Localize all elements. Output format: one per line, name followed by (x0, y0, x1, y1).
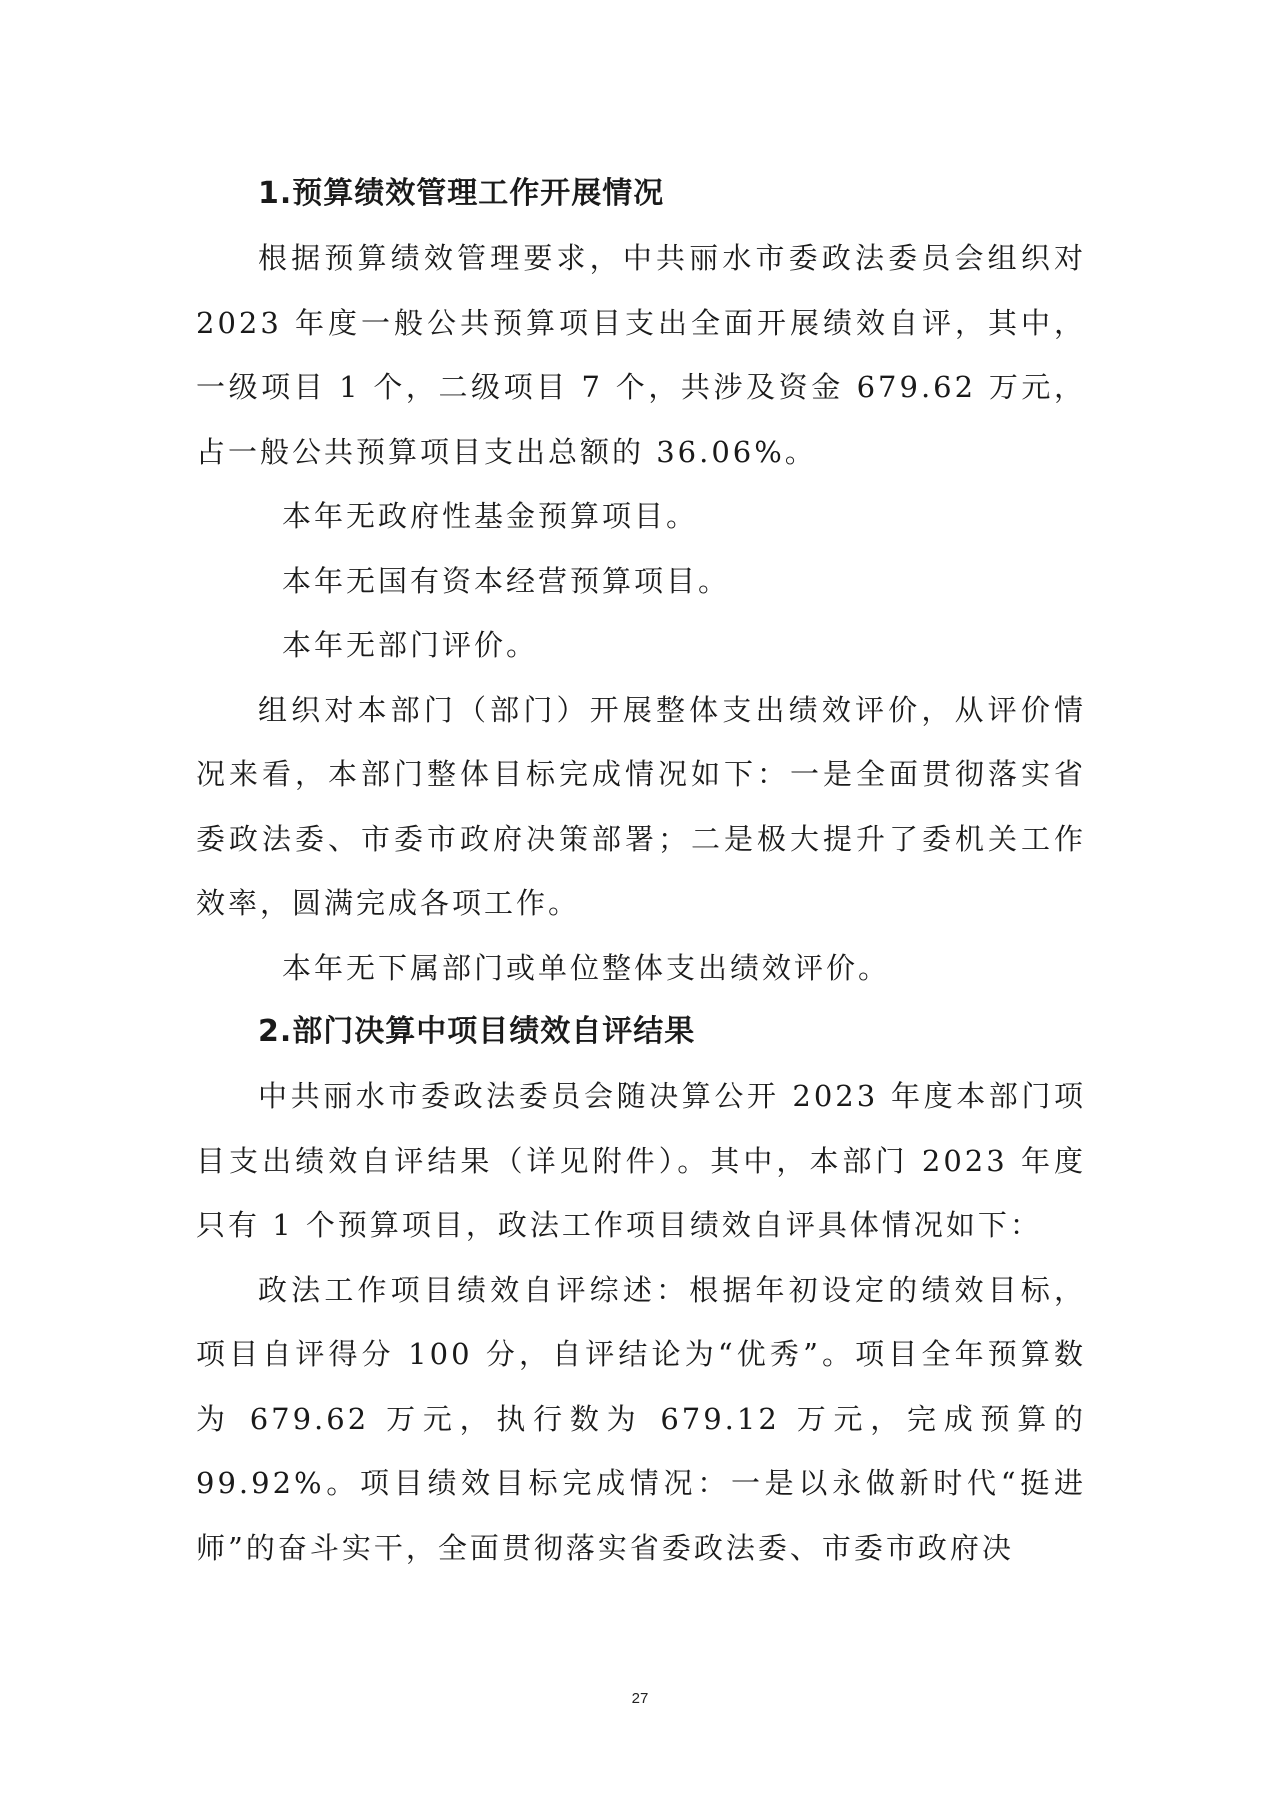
section-heading-budget-performance-management: 1.预算绩效管理工作开展情况 (258, 176, 665, 211)
paragraph-results-disclosure: 中共丽水市委政法委员会随决算公开 2023 年度本部门项目支出绩效自评结果（详见附件）。其中，本部门 2023 年度只有 1 个预算项目，政法工作项目绩效自评具体情况如下： (196, 1079, 1086, 1242)
section-heading-project-self-evaluation-results: 2.部门决算中项目绩效自评结果 (258, 1014, 696, 1049)
paragraph-no-state-capital-projects: 本年无国有资本经营预算项目。 (282, 563, 731, 598)
page-number: 27 (631, 1690, 649, 1707)
paragraph-no-government-fund-projects: 本年无政府性基金预算项目。 (282, 499, 699, 533)
paragraph-political-legal-project-summary: 政法工作项目绩效自评综述：根据年初设定的绩效目标，项目自评得分 100 分，自评结论为“优秀”。项目全年预算数为 679.62 万元，执行数为 679.12 万元，完成预算的 99.92%。项目绩效目标完成情况：一是以永做新时代“挺进师”的奋斗实干，全面贯彻落实省委政法委、市委市政府决 (196, 1272, 1086, 1565)
paragraph-self-evaluation-overview: 根据预算绩效管理要求，中共丽水市委政法委员会组织对 2023 年度一般公共预算项目支出全面开展绩效自评，其中，一级项目 1 个，二级项目 7 个，共涉及资金 679.62 万元，占一般公共预算项目支出总额的 36.06%。 (196, 241, 1086, 469)
paragraph-no-subordinate-evaluation: 本年无下属部门或单位整体支出绩效评价。 (282, 950, 891, 985)
paragraph-no-department-evaluation: 本年无部门评价。 (282, 628, 539, 662)
document-body (196, 162, 1086, 1580)
paragraph-overall-expenditure-evaluation: 组织对本部门（部门）开展整体支出绩效评价，从评价情况来看，本部门整体目标完成情况如下：一是全面贯彻落实省委政法委、市委市政府决策部署；二是极大提升了委机关工作效率，圆满完成各项工作。 (196, 692, 1086, 920)
